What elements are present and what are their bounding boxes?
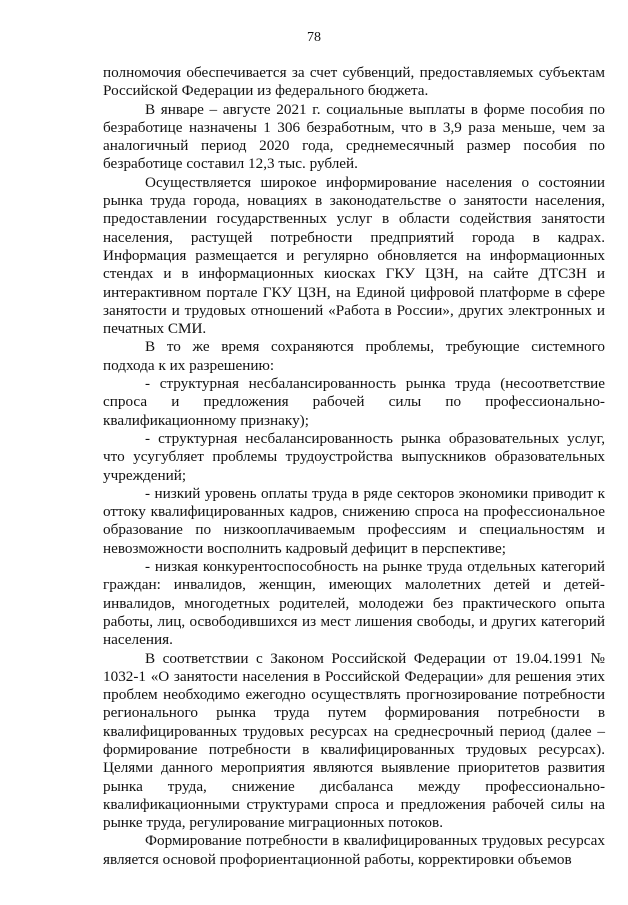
paragraph: В то же время сохраняются проблемы, требующие системного подхода к их разрешению: xyxy=(103,338,605,374)
list-item: - низкая конкурентоспособность на рынке труда отдельных категорий граждан: инвалидов, женщин, имеющих малолетних детей и детей-инвалидов, многодетных родителей, молодежи без практического опыта работы, лиц, освободившихся из мест лишения свободы, и других категорий населения. xyxy=(103,558,605,649)
list-item: - структурная несбалансированность рынка труда (несоответствие спроса и предложения рабочей силы по профессионально-квалификационному признаку); xyxy=(103,375,605,429)
paragraph: В январе – августе 2021 г. социальные выплаты в форме пособия по безработице назначены 1 306 безработным, что в 3,9 раза меньше, чем за аналогичный период 2020 года, среднемесячный размер пособия по безработице составил 12,3 тыс. рублей. xyxy=(103,100,605,173)
list-item: - структурная несбалансированность рынка образовательных услуг, что усугубляет проблемы трудоустройства выпускников образовательных учреждений; xyxy=(103,429,605,484)
body-text xyxy=(103,64,605,869)
list-item: - низкий уровень оплаты труда в ряде секторов экономики приводит к оттоку квалифицированных кадров, снижению спроса на профессиональное образование по низкооплачиваемым профессиям и специальностям и невозможности восполнить кадровый дефицит в перспективе; xyxy=(103,484,605,557)
paragraph: полномочия обеспечивается за счет субвенций, предоставляемых субъектам Российской Федерации из федерального бюджета. xyxy=(103,64,605,100)
paragraph: Формирование потребности в квалифицированных трудовых ресурсах является основой профориентационной работы, корректировки объемов xyxy=(103,832,605,868)
paragraph: Осуществляется широкое информирование населения о состоянии рынка труда города, новациях в законодательстве о занятости населения, предоставлении государственных услуг в области содействия занятости населения, растущей потребности предприятий города в кадрах. Информация размещается и регулярно обновляется на информационных стендах и в информационных киосках ГКУ ЦЗН, на сайте ДТСЗН и интерактивном портале ГКУ ЦЗН, на Единой цифровой платформе в сфере занятости и трудовых отношений «Работа в России», других электронных и печатных СМИ. xyxy=(103,173,605,338)
page-number: 78 xyxy=(307,30,321,45)
paragraph: В соответствии с Законом Российской Федерации от 19.04.1991 № 1032-1 «О занятости населения в Российской Федерации» для решения этих проблем необходимо ежегодно осуществлять прогнозирование потребности регионального рынка труда путем формирования потребности в квалифицированных трудовых ресурсах на среднесрочный период (далее – формирование потребности в квалифицированных трудовых ресурсах). Целями данного мероприятия являются выявление приоритетов развития рынка труда, снижение дисбаланса между профессионально-квалификационными структурами спроса и предложения рабочей силы на рынке труда, регулирование миграционных потоков. xyxy=(103,649,605,832)
